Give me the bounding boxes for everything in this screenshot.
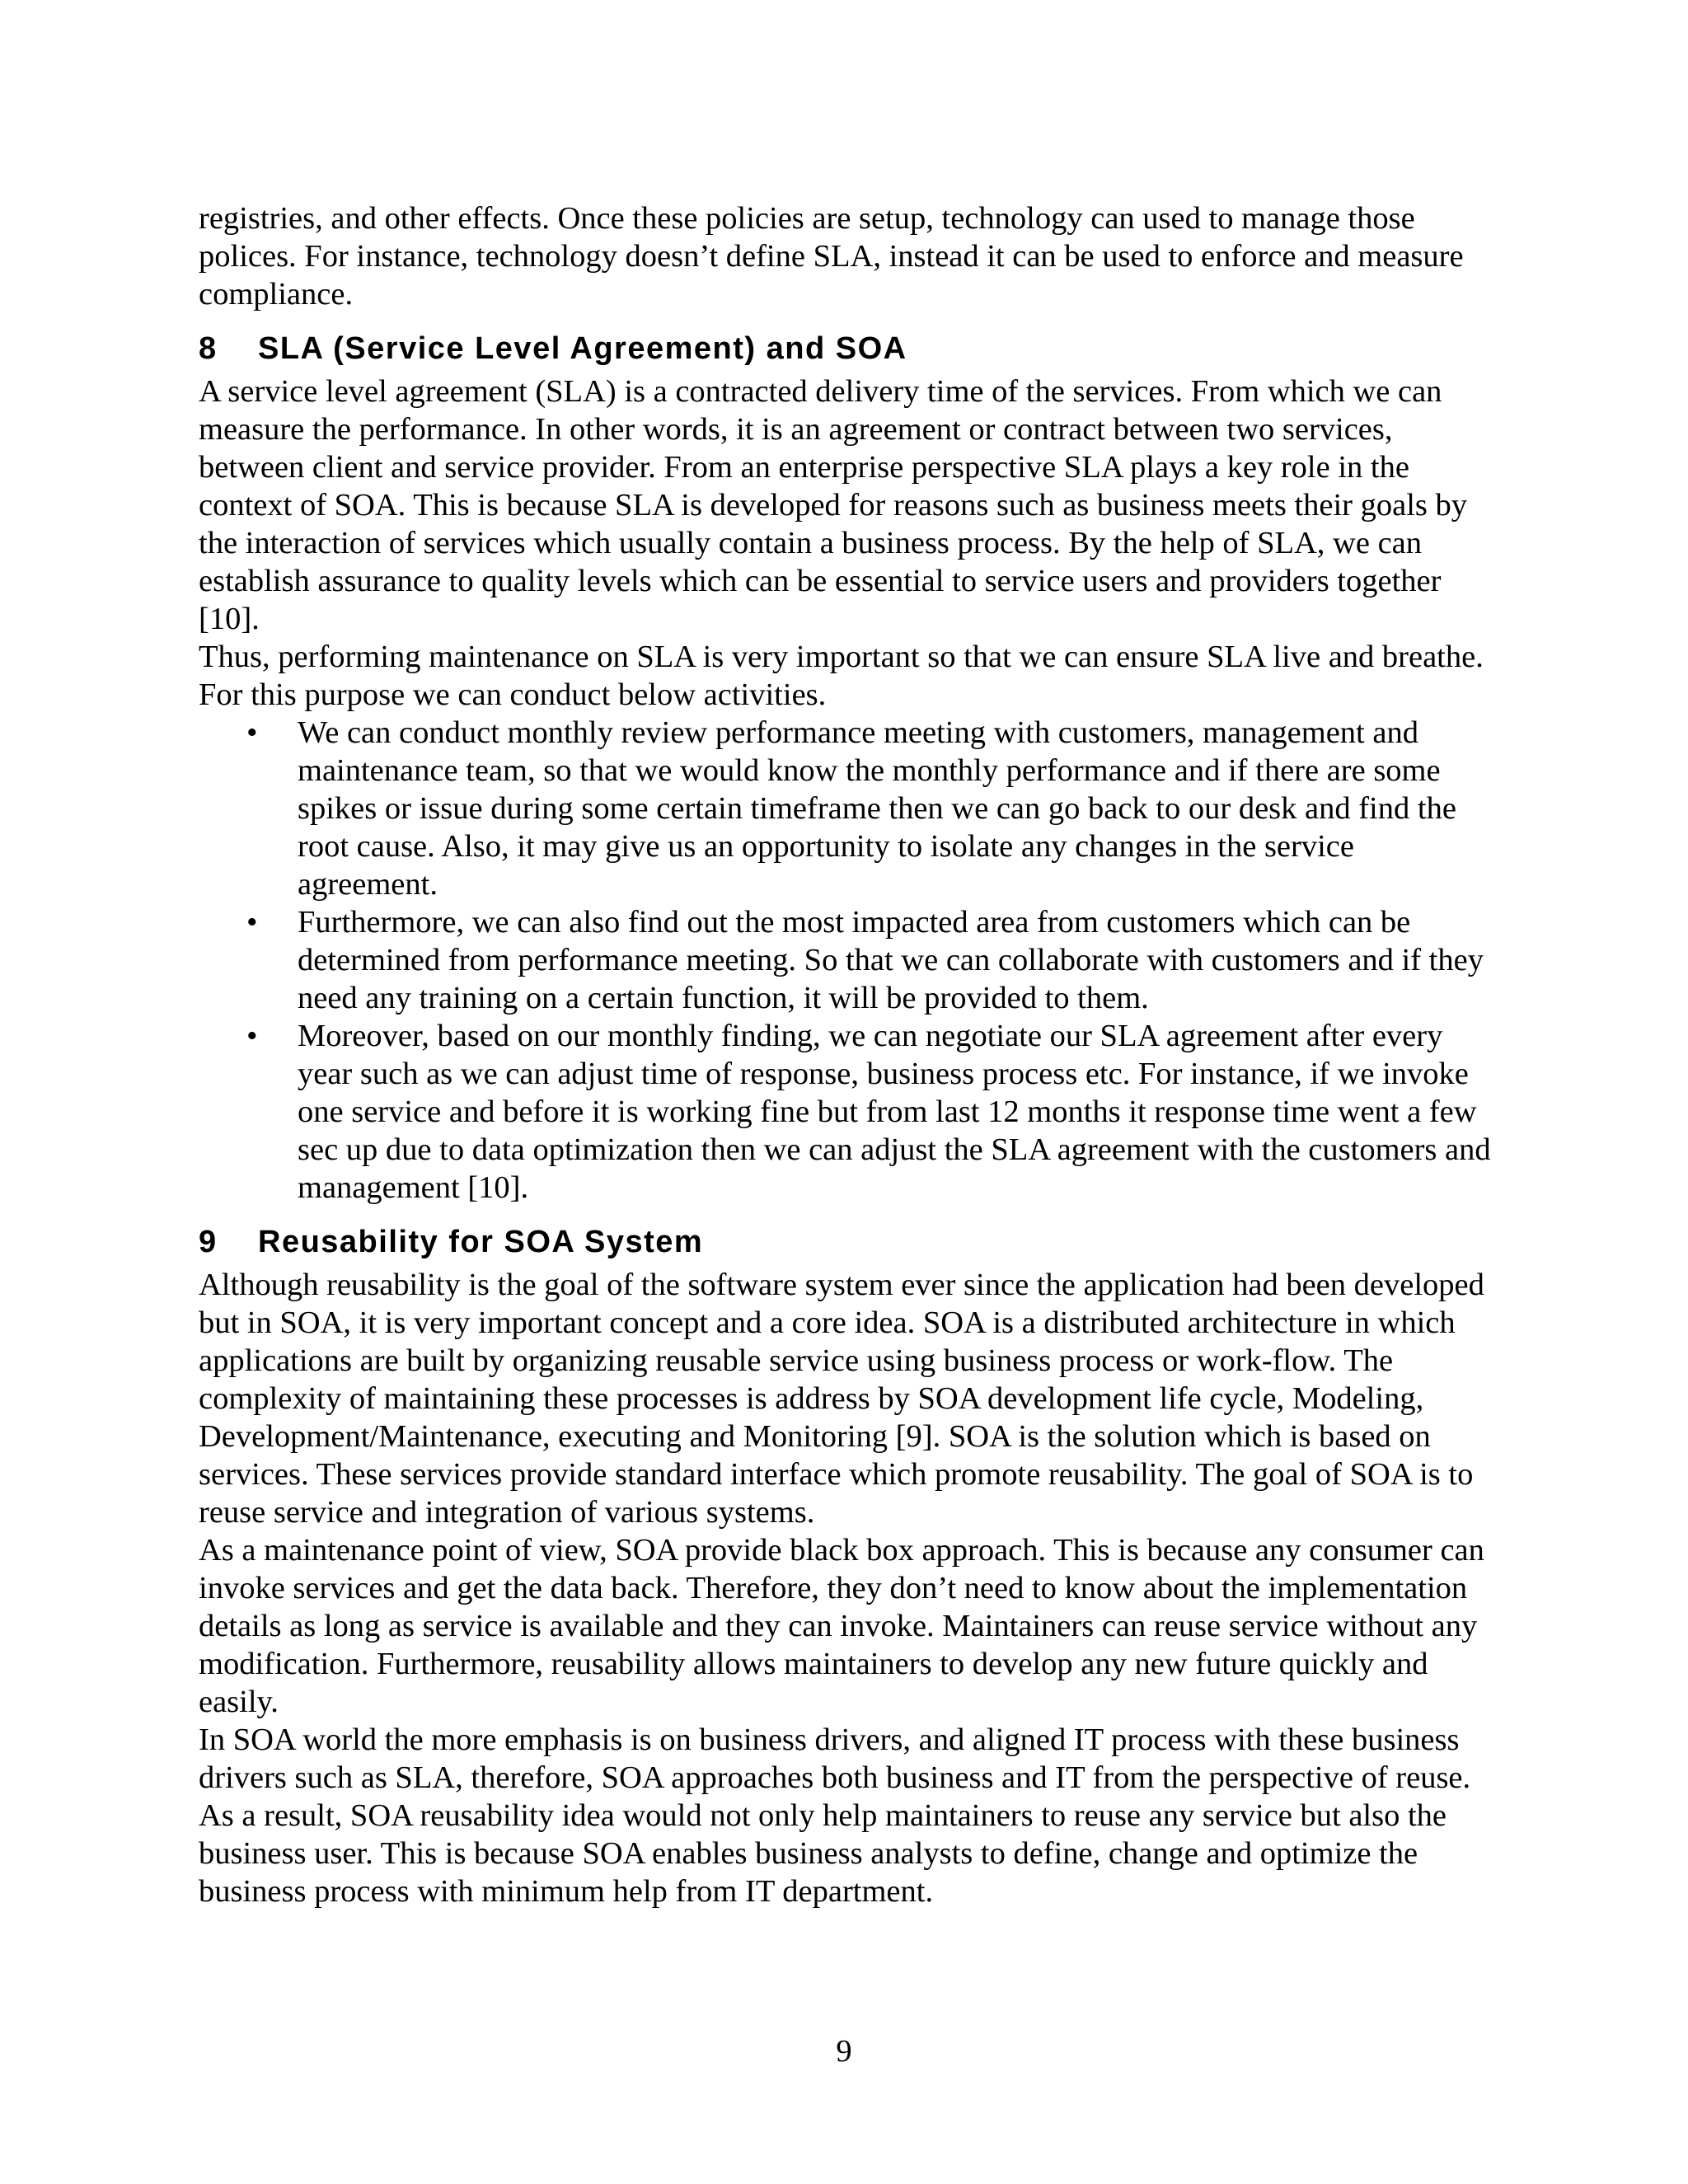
- list-item-text: Moreover, based on our monthly finding, we can negotiate our SLA agreement after every year such as we can adjust time of response, business process etc. For instance, if we invoke one service and before it is working fine but from last 12 months it response time went a few sec up due to data optimization then we can adjust the SLA agreement with the customers and management [10].: [298, 1019, 1491, 1205]
- list-item: [199, 714, 1493, 903]
- sla-activities-list: [199, 714, 1493, 1207]
- section-8-number: 8: [199, 331, 218, 366]
- intro-paragraph: registries, and other effects. Once these policies are setup, technology can used to manage those polices. For instance, technology doesn’t define SLA, instead it can be used to enforce and measure compliance.: [199, 201, 1464, 312]
- section-9-paragraph: In SOA world the more emphasis is on business drivers, and aligned IT process with these business drivers such as SLA, therefore, SOA approaches both business and IT from the perspective of reuse. As a result, SOA reusability idea would not only help maintainers to reuse any service but also the business user. This is because SOA enables business analysts to define, change and optimize the business process with minimum help from IT department.: [199, 1722, 1471, 1909]
- section-8-heading: [199, 330, 1493, 368]
- list-item-text: Furthermore, we can also find out the most impacted area from customers which can be determined from performance meeting. So that we can collaborate with customers and if they need any training on a certain function, it will be provided to them.: [298, 905, 1484, 1015]
- page-number: 9: [836, 2034, 852, 2069]
- list-item: [199, 903, 1493, 1017]
- section-9-paragraph: Although reusability is the goal of the software system ever since the application had been developed but in SOA, it is very important concept and a core idea. SOA is a distributed architecture in which applications are built by organizing reusable service using business process or work-flow. The complexity of maintaining these processes is address by SOA development life cycle, Modeling, Development/Maintenance, executing and Monitoring [9]. SOA is the solution which is based on services. These services provide standard interface which promote reusability. The goal of SOA is to reuse service and integration of various systems.: [199, 1268, 1484, 1530]
- section-9-number: 9: [199, 1225, 218, 1259]
- section-9-title: Reusability for SOA System: [258, 1225, 704, 1259]
- bullet-icon: •: [246, 715, 258, 750]
- list-item-text: We can conduct monthly review performance meeting with customers, management and maintenance team, so that we would know the monthly performance and if there are some spikes or issue during some certain timeframe then we can go back to our desk and find the root cause. Also, it may give us an opportunity to isolate any changes in the service agreement.: [298, 715, 1456, 902]
- section-8-paragraph: A service level agreement (SLA) is a contracted delivery time of the services. From which we can measure the performance. In other words, it is an agreement or contract between two services, between client and service provider. From an enterprise perspective SLA plays a key role in the context of SOA. This is because SLA is developed for reasons such as business meets their goals by the interaction of services which usually contain a business process. By the help of SLA, we can establish assurance to quality levels which can be essential to service users and providers together [10].: [199, 374, 1468, 636]
- section-9-heading: [199, 1223, 1493, 1261]
- bullet-icon: •: [246, 1019, 258, 1053]
- page-body: [199, 199, 1493, 1910]
- section-8-paragraph: Thus, performing maintenance on SLA is very important so that we can ensure SLA live and breathe. For this purpose we can conduct below activities.: [199, 640, 1484, 712]
- bullet-icon: •: [246, 905, 258, 940]
- list-item: [199, 1017, 1493, 1207]
- section-8-title: SLA (Service Level Agreement) and SOA: [258, 331, 907, 366]
- section-9-paragraph: As a maintenance point of view, SOA provide black box approach. This is because any consumer can invoke services and get the data back. Therefore, they don’t need to know about the implementation details as long as service is available and they can invoke. Maintainers can reuse service without any modification. Furthermore, reusability allows maintainers to develop any new future quickly and easily.: [199, 1533, 1484, 1719]
